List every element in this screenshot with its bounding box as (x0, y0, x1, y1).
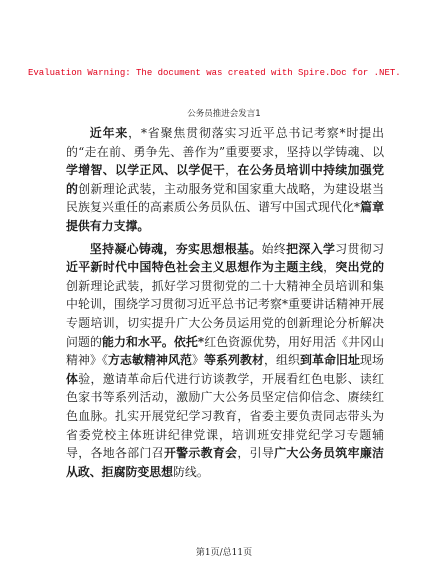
text-run: 现场 (360, 353, 384, 368)
paragraph-1 (66, 124, 384, 236)
bold-run: 近年来 (89, 126, 129, 140)
page-header: 公务员推进会发言1 (187, 109, 261, 119)
text-run: ，*省聚焦贯彻落实习近平总书记考察*时提出的“走在前、勇争先、善作为”重要要求，坚持以学铸魂、以 (66, 126, 384, 159)
text-run: 》 (192, 353, 205, 368)
text-run: ，组织 (264, 353, 301, 368)
text-run: 始终 (261, 241, 287, 256)
document-body (66, 120, 384, 485)
bold-run: 到革命旧址 (300, 353, 361, 368)
bold-run: 体 (66, 371, 79, 386)
paragraph-2 (66, 240, 384, 482)
text-run: 创新理论武装，主动服务党和国家重大战略，为建设堪当民族复兴重任的高素质公务员队伍、谱写中国式现代化* (66, 181, 384, 215)
text-run: 红色资源优势，用好用活《井冈山精神》《 (66, 334, 384, 368)
bold-run: 近平新时代中国特色社会主义思想作为主题主线 (66, 260, 324, 275)
bold-run: 篇章提供有力支撑。 (66, 200, 384, 233)
text-run: 习贯彻习 (335, 241, 384, 256)
bold-run: 开警示教育会 (163, 446, 238, 461)
text-run: ，引导 (237, 446, 275, 461)
bold-run: 在公务员培训中持续加强党的 (66, 163, 384, 196)
text-run: ， (225, 163, 238, 178)
bold-run: 方志敏精神风范 (108, 353, 193, 368)
bold-run: 广大公务员筑牢廉洁从政、拒腐防变思想 (66, 446, 384, 479)
bold-run: 等系列教材 (204, 353, 265, 368)
bold-run: 学增智、以学正风、以学促干 (66, 163, 226, 178)
text-run: ， (323, 260, 336, 275)
evaluation-warning: Evaluation Warning: The document was created with Spire.Doc for .NET. (28, 68, 401, 78)
text-run: 验，邀请革命后代进行访谈教学，开展看红色电影、读红色家书等系列活动，激励广大公务员坚定信仰信念、赓续红色血脉。扎实开展党纪学习教育，省委主要负责同志带头为省委党校主体班讲纪律党课，培训班安排党纪学习专题辅导，各地各部门召 (66, 371, 384, 461)
bold-run: 坚持凝心铸魂，夯实思想根基。 (89, 241, 262, 256)
text-run: 创新理论武装，抓好学习贯彻党的二十大精神全员培训和集中轮训，围绕学习贯彻习近平总书记考察*重要讲话精神开展专题培训，切实提升广大公务员运用党的创新理论分析解决问题的 (66, 278, 384, 349)
bold-run: 把深入学 (286, 241, 336, 256)
text-run: 防线。 (173, 464, 209, 479)
bold-run: 突出党的 (335, 260, 384, 275)
bold-run: 能力和水平。依托* (101, 334, 205, 349)
page-footer: 第1页/总11页 (195, 548, 253, 558)
